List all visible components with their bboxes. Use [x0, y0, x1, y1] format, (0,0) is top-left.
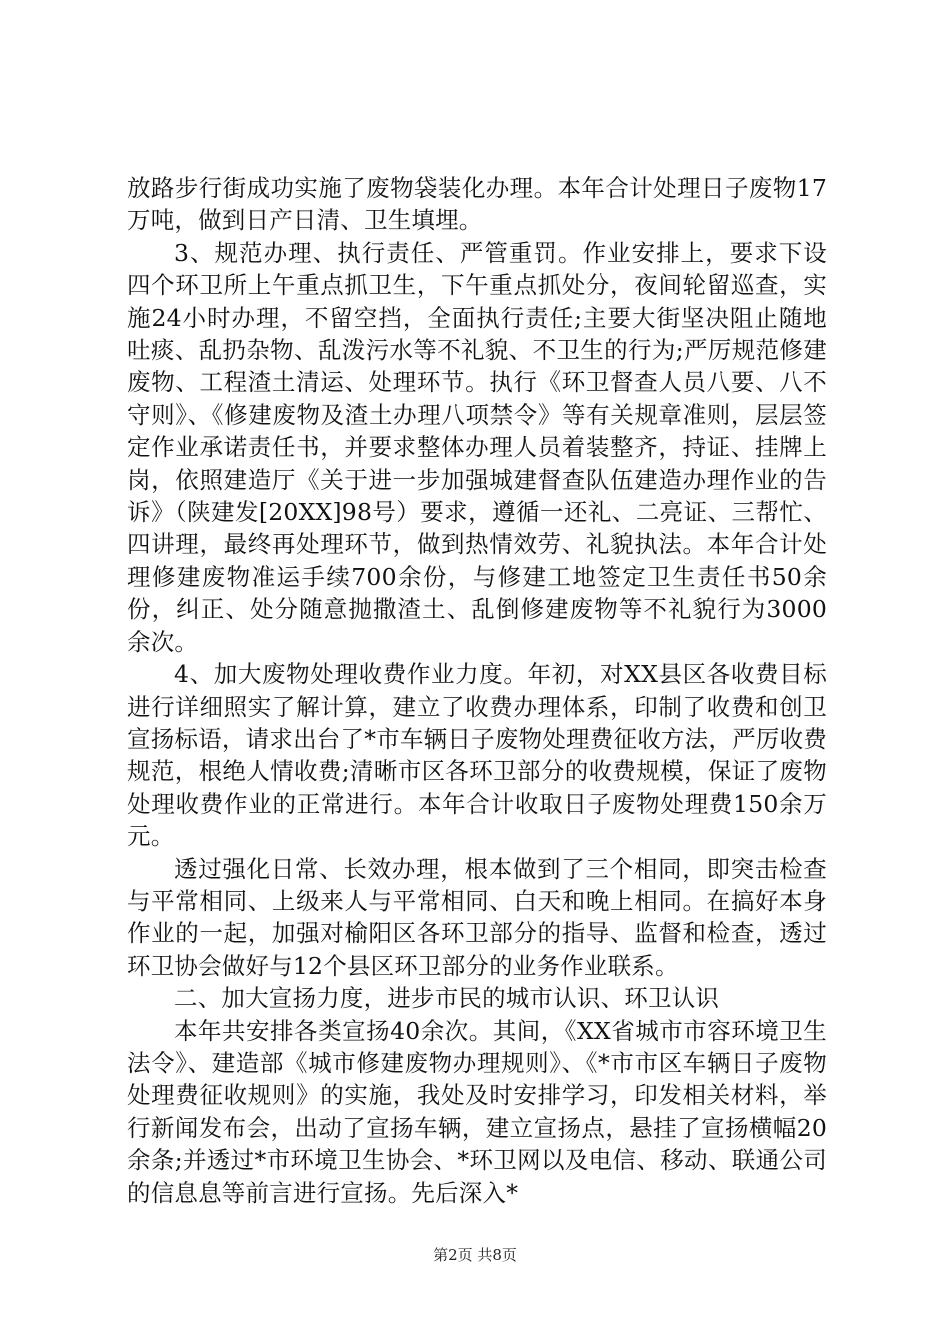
paragraph-5: 本年共安排各类宣扬40余次。其间，《XX省城市市容环境卫生法令》、建造部《城市修建废物办理规则》、《*市市区车辆日子废物处理费征收规则》的实施，我处及时安排学习，印发相关材料，举行新闻发布会，出动了宣扬车辆，建立宣扬点，悬挂了宣扬横幅20余条;并透过*市环境卫生协会、*环卫网以及电信、移动、联通公司的信息息等前言进行宣扬。先后深入* [127, 1016, 827, 1207]
paragraph-1: 放路步行街成功实施了废物袋装化办理。本年合计处理日子废物17万吨，做到日产日清、卫生填埋。 [127, 174, 827, 235]
paragraph-3: 4、加大废物处理收费作业力度。年初，对XX县区各收费目标进行详细照实了解计算，建立了收费办理体系，印制了收费和创卫宣扬标语，请求出台了*市车辆日子废物处理费征收方法，严厉收费规范，根绝人情收费;清晰市区各环卫部分的收费规模，保证了废物处理收费作业的正常进行。本年合计收取日子废物处理费150余万元。 [127, 660, 827, 851]
document-body [127, 172, 827, 1209]
section-heading: 二、加大宣扬力度，进步市民的城市认识、环卫认识 [174, 984, 720, 1013]
paragraph-4: 透过强化日常、长效办理，根本做到了三个相同，即突击检查与平常相同、上级来人与平常相同、白天和晚上相同。在搞好本身作业的一起，加强对榆阳区各环卫部分的指导、监督和检查，透过环卫协会做好与12个县区环卫部分的业务作业联系。 [127, 854, 827, 980]
page-footer [0, 1245, 950, 1265]
page-number: 第2页 共8页 [433, 1246, 517, 1264]
paragraph-2: 3、规范办理、执行责任、严管重罚。作业安排上，要求下设四个环卫所上午重点抓卫生，下午重点抓处分，夜间轮留巡查，实施24小时办理，不留空挡，全面执行责任;主要大街坚决阻止随地吐痰、乱扔杂物、乱泼污水等不礼貌、不卫生的行为;严厉规范修建废物、工程渣土清运、处理环节。执行《环卫督查人员八要、八不守则》、《修建废物及渣土办理八项禁令》等有关规章准则，层层签定作业承诺责任书，并要求整体办理人员着装整齐，持证、挂牌上岗，依照建造厅《关于进一步加强城建督查队伍建造办理作业的告诉》（陕建发[20XX]98号）要求，遵循一还礼、二亮证、三帮忙、四讲理，最终再处理环节，做到热情效劳、礼貌执法。本年合计处理修建废物准运手续700余份，与修建工地签定卫生责任书50余份，纠正、处分随意抛撒渣土、乱倒修建废物等不礼貌行为3000余次。 [127, 238, 827, 656]
